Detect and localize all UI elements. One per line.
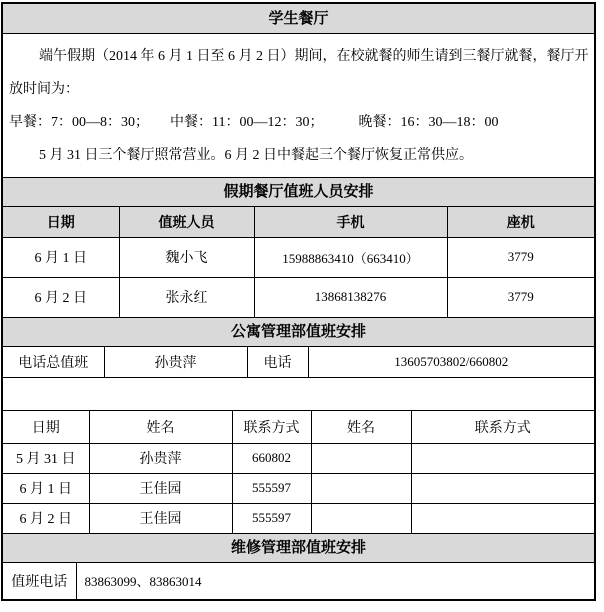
section-header-canteen-duty: 假期餐厅值班人员安排 — [3, 178, 594, 207]
cell-name — [311, 473, 411, 503]
column-header-contact: 联系方式 — [232, 411, 311, 443]
table-row — [3, 563, 594, 599]
intro-line-meal-times: 早餐：7：00—8：30； 中餐：11：00—12：30； 晚餐：16：30—18：00 — [9, 115, 499, 130]
section-header-apartment-duty: 公寓管理部值班安排 — [3, 318, 594, 347]
column-header-name: 姓名 — [311, 411, 411, 443]
cell-mobile: 13868138276 — [254, 277, 447, 317]
empty-row — [3, 378, 594, 411]
cell-contact: 660802 — [232, 443, 311, 473]
cell-contact — [411, 503, 594, 533]
table-row — [3, 473, 594, 503]
table-row — [3, 277, 594, 317]
cell-date: 6 月 2 日 — [3, 503, 89, 533]
column-header-date: 日期 — [31, 420, 60, 436]
cell-duty-phone-label: 值班电话 — [11, 574, 68, 590]
maintenance-duty-table — [3, 563, 594, 599]
cell-landline: 3779 — [447, 237, 594, 277]
table-row — [3, 237, 594, 277]
cell-staff: 魏小飞 — [119, 237, 254, 277]
table-row — [3, 347, 594, 378]
cell-duty-phone-numbers: 83863099、83863014 — [76, 563, 594, 599]
intro-line: 5 月 31 日三个餐厅照常营业。6 月 2 日中餐起三个餐厅恢复正常供应。 — [39, 148, 473, 163]
cell-date: 6 月 1 日 — [3, 237, 119, 277]
table-header-row — [3, 207, 594, 237]
table-header-row — [3, 411, 594, 443]
canteen-duty-table — [3, 207, 594, 318]
cell-phone-label: 电话 — [247, 347, 308, 378]
cell-landline: 3779 — [447, 277, 594, 317]
apartment-duty-roster-table — [3, 411, 594, 534]
column-header-name: 姓名 — [89, 411, 232, 443]
intro-paragraph — [3, 34, 594, 178]
cell-mobile: 15988863410（663410） — [254, 237, 447, 277]
cell-phone-number: 13605703802/660802 — [308, 347, 594, 378]
cell-contact — [411, 473, 594, 503]
cell-contact: 555597 — [232, 503, 311, 533]
cell-date: 5 月 31 日 — [3, 443, 89, 473]
cell-contact — [411, 443, 594, 473]
column-header-contact: 联系方式 — [411, 411, 594, 443]
column-header-mobile: 手机 — [254, 207, 447, 237]
apartment-general-duty-table — [3, 347, 594, 379]
intro-line: 端午假期（2014 年 6 月 1 日至 6 月 2 日）期间，在校就餐的师生请到三餐厅就餐，餐厅开 — [39, 49, 589, 64]
column-header-date: 日期 — [3, 207, 119, 237]
table-row — [3, 443, 594, 473]
cell-date: 6 月 2 日 — [3, 277, 119, 317]
section-header-maintenance-duty: 维修管理部值班安排 — [3, 534, 594, 563]
intro-line: 放时间为： — [9, 82, 79, 97]
cell-name: 王佳园 — [89, 473, 232, 503]
cell-date: 6 月 1 日 — [3, 473, 89, 503]
cell-name: 孙贵萍 — [89, 443, 232, 473]
table-row — [3, 503, 594, 533]
cell-name — [311, 503, 411, 533]
cell-staff: 张永红 — [119, 277, 254, 317]
column-header-staff: 值班人员 — [119, 207, 254, 237]
cell-name: 孙贵萍 — [104, 347, 247, 378]
page-title: 学生餐厅 — [3, 4, 594, 34]
cell-name — [311, 443, 411, 473]
cell-contact: 555597 — [232, 473, 311, 503]
cell-name: 王佳园 — [89, 503, 232, 533]
column-header-landline: 座机 — [447, 207, 594, 237]
cell-duty-label: 电话总值班 — [18, 355, 89, 371]
notice-document — [1, 2, 596, 601]
